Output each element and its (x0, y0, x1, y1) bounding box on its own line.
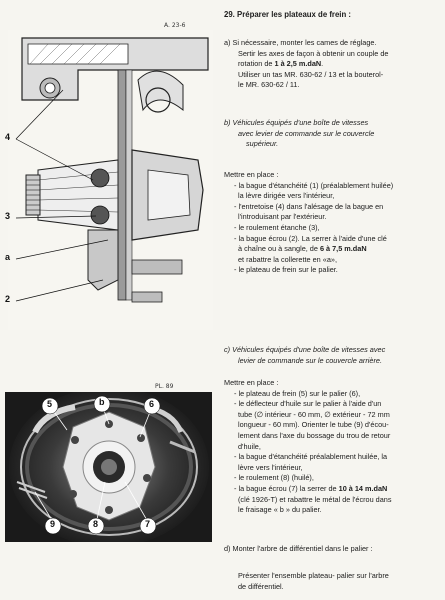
step-d-line3: de différentiel. (238, 581, 284, 591)
section-title: 29. Préparer les plateaux de frein : (224, 10, 351, 19)
step-b-line3: supérieur. (246, 139, 279, 149)
step-b-header (224, 118, 440, 150)
step-b-line1: b) Véhicules équipés d'une boîte de vitesses (224, 118, 369, 127)
step-c-line1: c) Véhicules équipés d'une boîte de vitesses avec (224, 345, 386, 354)
photo-callout-5: 5 (47, 399, 53, 409)
instruction-title (224, 10, 440, 21)
step-c-line2: levier de commande sur le couvercle arrière. (238, 355, 382, 365)
callout-a: a (5, 252, 11, 262)
photo-callout-b: b (99, 397, 105, 407)
step-b-item1b: la lèvre dirigée vers l'intérieur, (238, 191, 335, 201)
step-a-line3 (224, 59, 440, 70)
step-d (224, 544, 440, 555)
step-a-line2: Sertir les axes de façon à obtenir un couple de (238, 48, 389, 58)
step-c-item3b: lèvre vers l'intérieur, (238, 462, 303, 472)
step-a-rotation-text: rotation de (238, 59, 275, 69)
step-c-item2b: tube (∅ intérieur - 60 mm, ∅ extérieur - 72 mm (238, 409, 390, 419)
step-c-item5c: le fraisage « b » du palier. (238, 505, 322, 515)
step-a-period: . (321, 59, 324, 69)
step-a-line1: a) Si nécessaire, monter les cames de réglage. (224, 38, 377, 47)
step-c-torque: 10 à 14 m.daN (338, 483, 388, 493)
step-b-intro: Mettre en place : (224, 170, 279, 179)
figure1-ref: A. 23-6 (164, 22, 186, 29)
step-b-item4b-text: à chaîne ou à sangle, de (238, 244, 320, 254)
step-c-intro: Mettre en place : (224, 378, 279, 387)
step-d-line1: d) Monter l'arbre de différentiel dans le palier : (224, 544, 373, 553)
step-c-item2d: lement dans l'axe du bossage du trou de retour (238, 430, 391, 440)
step-c-list (224, 378, 440, 516)
step-c-item1: - le plateau de frein (5) sur le palier (6), (234, 388, 361, 398)
callout-2: 2 (5, 294, 11, 304)
step-c-item2e: d'huile, (238, 441, 261, 451)
step-b-item2b: l'introduisant par l'extérieur. (238, 212, 327, 222)
step-a-line4: Utiliser un tas MR. 630-62 / 13 et la bouterol- (238, 69, 384, 79)
photo-callout-8: 8 (93, 519, 99, 529)
step-b-list (224, 170, 440, 276)
step-c-item5-text: - la bague écrou (7) la serrer de (234, 483, 339, 493)
callout-4: 4 (5, 132, 11, 142)
step-a-line5: le MR. 630-62 / 11. (238, 80, 300, 90)
photo-callout-6: 6 (149, 399, 155, 409)
step-b-item5: - le plateau de frein sur le palier. (234, 265, 338, 275)
figure2-ref: PL. 89 (155, 383, 174, 390)
step-b-line2: avec levier de commande sur le couvercle (238, 128, 375, 138)
cross-section-drawing (8, 30, 213, 330)
step-c-item4: - le roulement (8) (huilé), (234, 473, 314, 483)
brake-plate-photo (5, 392, 212, 542)
step-a (224, 38, 440, 91)
step-b-item4b (224, 244, 440, 255)
step-b-item4: - la bague écrou (2). La serrer à l'aide d'une clé (234, 233, 387, 243)
step-b-torque: 6 à 7,5 m.daN (319, 244, 367, 254)
step-b-item3: - le roulement étanche (3), (234, 222, 320, 232)
step-b-item1: - la bague d'étanchéité (1) (préalablement huilée) (234, 180, 394, 190)
step-c-item2: - le déflecteur d'huile sur le palier à l'aide d'un (234, 399, 382, 409)
step-c-item3: - la bague d'étanchéité préalablement huilée, la (234, 452, 388, 462)
step-c-item5 (224, 484, 440, 495)
step-b-item2: - l'entretoise (4) dans l'alésage de la bague en (234, 201, 384, 211)
step-a-torque: 1 à 2,5 m.daN (274, 59, 322, 69)
step-c-item2c: longueur - 60 mm). Orienter le tube (9) d'écou- (238, 420, 389, 430)
step-c-header (224, 345, 440, 366)
step-d-line2: Présenter l'ensemble plateau- palier sur l'arbre (238, 571, 389, 580)
step-c-item5b: (clé 1926-T) et rabattre le métal de l'écrou dans (238, 494, 392, 504)
photo-callout-9: 9 (50, 519, 56, 529)
step-b-item4c: et rabattre la collerette en «a», (238, 254, 337, 264)
photo-callout-7: 7 (145, 519, 151, 529)
step-d-body (224, 571, 440, 592)
callout-3: 3 (5, 211, 11, 221)
